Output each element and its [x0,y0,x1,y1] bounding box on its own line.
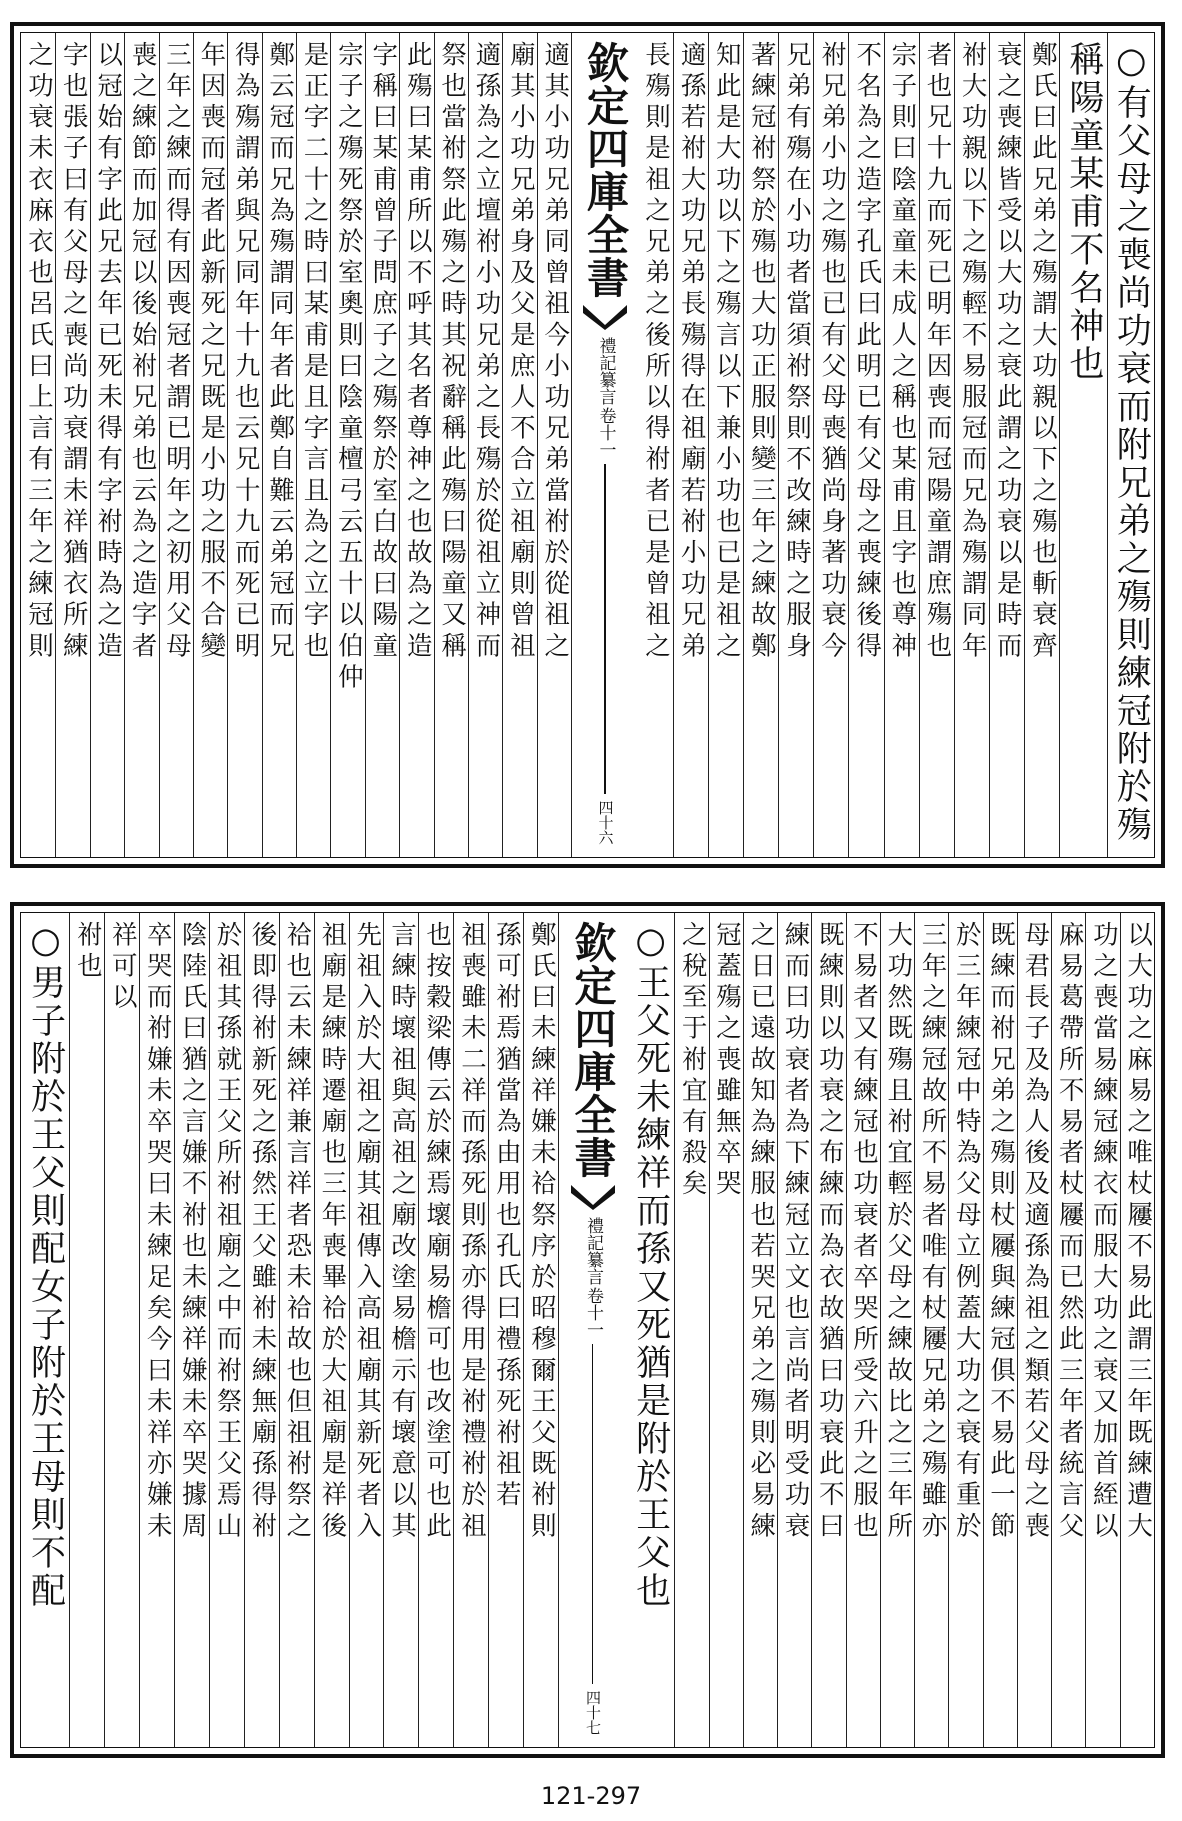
bottom-left-column [523,913,558,1747]
column-text: 三年之練而得有因喪冠者謂已明年之初用父母 [161,41,192,663]
bottom-right-column [914,913,948,1747]
column-text: 廟其小功兄弟身及父是庶人不合立祖廟則曾祖 [505,41,536,663]
bottom-right-column [1085,913,1119,1747]
top-left-column [399,33,433,857]
bottom-left-column [383,913,418,1747]
column-text: 鄭云冠而兄為殤謂同年者此鄭自難云弟冠而兄 [265,41,296,663]
top-left-column [159,33,193,857]
top-page [10,22,1165,868]
column-text: 於祖其孫就王父所祔祖廟之中而祔祭王父焉山 [212,921,243,1543]
top-left-column [330,33,364,857]
top-left-column [193,33,227,857]
column-text: 之功衰未衣麻衣也呂氏曰上言有三年之練冠則 [23,41,54,663]
column-text: 此殤曰某甫所以不呼其名者尊神之也故為之造 [402,41,433,663]
column-text: 之日已遠故知為練服也若哭兄弟之殤則必易練 [746,921,777,1543]
bottom-book-title: 欽定四庫全書 [568,921,618,1179]
column-text: 著練冠祔祭於殤也大功正服則變三年之練故鄭 [746,41,777,663]
bottom-right-column [709,913,743,1747]
column-text: 之稅至于祔宜有殺矣 [677,921,708,1201]
column-text: 祥可以 [107,921,138,1015]
bottom-left-column [209,913,244,1747]
column-text: 陰陸氏曰猶之言嫌不祔也未練祥嫌未卒哭據周 [177,921,208,1543]
bottom-right-column [1120,913,1154,1747]
top-right-column [778,33,813,857]
bottom-right-column [1017,913,1051,1747]
top-left-column [434,33,468,857]
top-left-column [90,33,124,857]
column-text: 適其小功兄弟同曾祖今小功兄弟當祔於從祖之 [540,41,571,663]
column-text: 稱陽童某甫不名神也 [1063,41,1104,383]
column-text: 也按穀梁傳云於練焉壞廟易檐可也改塗可也此 [422,921,453,1543]
top-left-column [468,33,502,857]
top-left-column [227,33,261,857]
bottom-right-column [983,913,1017,1747]
column-text: 鄭氏曰此兄弟之殤謂大功親以下之殤也斬衰齊 [1027,41,1058,663]
top-right-column [884,33,919,857]
top-left-column [262,33,296,857]
bottom-right-column [811,913,845,1747]
top-page-frame [20,32,1155,858]
top-page-columns [21,33,1154,857]
bottom-left-column [314,913,349,1747]
top-book-title: 欽定四庫全書 [580,41,630,299]
bottom-right-column [777,913,811,1747]
column-text: 既練而祔兄弟之殤則杖屨與練冠俱不易此一節 [986,921,1017,1543]
column-text: 以冠始有字此兄去年已死未得有字祔時為之造 [93,41,124,663]
column-text: 後即得祔新死之孫然王父雖祔未練無廟孫得祔 [247,921,278,1543]
bottom-center-rule [592,1344,594,1684]
bottom-volume: 卷十一 [583,1287,604,1338]
column-text: 兄弟有殤在小功者當須祔祭則不改練時之服身 [781,41,812,663]
bottom-right-column [743,913,777,1747]
top-left-column [365,33,399,857]
top-folio: 四十六 [596,800,615,845]
bottom-left-column [244,913,279,1747]
column-text: 適孫若祔大功兄弟長殤得在祖廟若祔小功兄弟 [676,41,707,663]
column-text: ○王父死未練祥而孫又死猶是附於王父也 [630,921,671,1610]
bottom-right-column [1051,913,1085,1747]
bottom-left-column [349,913,384,1747]
column-text: 祫也云未練祥兼言祥者恐未祫故也但祖祔祭之 [282,921,313,1543]
bottom-left-column [453,913,488,1747]
bottom-left-column [174,913,209,1747]
bottom-right-column [626,913,674,1747]
bottom-right-column [846,913,880,1747]
bottom-left-column [418,913,453,1747]
column-text: 孫可祔焉猶當為由用也孔氏曰禮孫死祔祖若 [491,921,522,1512]
top-right-column [954,33,989,857]
bottom-page-columns [21,913,1154,1747]
column-text: 適孫為之立壇祔小功兄弟之長殤於從祖立神而 [471,41,502,663]
column-text: 祖廟是練時遷廟也三年喪畢祫於大祖廟是祥後 [317,921,348,1543]
bottom-page-frame [20,912,1155,1748]
column-text: 衰之喪練皆受以大功之衰此謂之功衰以是時而 [992,41,1023,663]
top-left-column [502,33,536,857]
column-text: 宗子之殤死祭於室奧則曰陰童檀弓云五十以伯仲 [333,41,364,695]
column-text: 字也張子曰有父母之喪尚功衰謂未祥猶衣所練 [58,41,89,663]
column-text: 功之喪當易練冠練衣而服大功之衰又加首絰以 [1088,921,1119,1543]
bottom-center-column [558,913,626,1747]
top-right-column [708,33,743,857]
bottom-page [10,902,1165,1758]
column-text: ○男子附於王父則配女子附於王母則不配 [25,921,66,1610]
top-right-column [638,33,673,857]
top-volume: 卷十一 [595,407,616,458]
column-text: 以大功之麻易之唯杖屨不易此謂三年既練遭大 [1123,921,1154,1543]
column-text: 不易者又有練冠也功衰者卒哭所受六升之服也 [848,921,879,1543]
column-text: 練而曰功衰者為下練冠立文也言尚者明受功衰 [780,921,811,1543]
bottom-right-column [948,913,982,1747]
top-left-column [124,33,158,857]
column-text: 宗子則曰陰童童未成人之稱也某甫且字也尊神 [887,41,918,663]
top-right-column [813,33,848,857]
column-text: 長殤則是祖之兄弟之後所以得祔者已是曾祖之 [641,41,671,663]
top-right-column [1107,33,1154,857]
bottom-left-column [21,913,69,1747]
column-text: 祖喪雖未二祥而孫死則孫亦得用是祔禮祔於祖 [457,921,487,1543]
column-text: 麻易葛帶所不易者杖屨而已然此三年者統言父 [1054,921,1085,1543]
column-text: 大功然既殤且祔宜輕於父母之練故比之三年所 [883,921,914,1543]
top-left-column [296,33,330,857]
column-text: 不名為之造字孔氏曰此明已有父母之喪練後得 [852,41,883,663]
bottom-right-column [880,913,914,1747]
top-left-column [21,33,55,857]
top-left-column [537,33,571,857]
bottom-left-column [488,913,523,1747]
column-text: 冠蓋殤之喪雖無卒哭 [711,921,742,1201]
column-text: 祭也當祔祭此殤之時其祝辭稱此殤曰陽童又稱 [437,41,468,663]
bottom-right-column [674,913,708,1747]
column-text: 知此是大功以下之殤言以下兼小功也已是祖之 [711,41,742,663]
bottom-folio: 四十七 [584,1690,603,1735]
page-number: 121-297 [540,1782,642,1810]
fishtail-ornament-icon [569,1183,617,1211]
column-text: 祔也 [72,921,103,984]
column-text: 祔大功親以下之殤輕不易服冠而兄為殤謂同年 [957,41,988,663]
column-text: 喪之練節而加冠以後始祔兄弟也云為之造字者 [127,41,158,663]
column-text: 年因喪而冠者此新死之兄既是小功之服不合變 [196,41,227,663]
column-text: 言練時壞祖與高祖之廟改塗易檐示有壞意以其 [387,921,418,1543]
column-text: 字稱曰某甫曾子問庶子之殤祭於室白故曰陽童 [368,41,399,663]
column-text: 三年之練冠故所不易者唯有杖屨兄弟之殤雖亦 [917,921,948,1543]
bottom-left-column [279,913,314,1747]
column-text: 既練則以功衰之布練而為衣故猶曰功衰此不曰 [814,921,845,1543]
top-right-column [673,33,708,857]
column-text: 得為殤謂弟與兄同年十九也云兄十九而死已明 [230,41,261,663]
top-center-column [571,33,638,857]
top-right-column [848,33,883,857]
top-right-column [743,33,778,857]
fishtail-ornament-icon [581,303,629,331]
top-book-name: 禮記纂言 [595,337,616,405]
top-right-column [1024,33,1059,857]
column-text: 祔兄弟小功之殤也已有父母喪猶尚身著功衰今 [817,41,848,663]
column-text: 者也兄十九而死已明年因喪而冠陽童謂庶殤也 [922,41,953,663]
column-text: 是正字二十之時曰某甫是且字言且為之立字也 [299,41,330,663]
top-right-column [1059,33,1106,857]
bottom-left-column [139,913,174,1747]
bottom-left-column [69,913,104,1747]
column-text: 先祖入於大祖之廟其祖傳入高祖廟其新死者入 [352,921,383,1543]
bottom-left-column [104,913,139,1747]
column-text: 母君長子及為人後及適孫為祖之類若父母之喪 [1020,921,1051,1543]
top-right-column [989,33,1024,857]
column-text: 卒哭而祔嫌未卒哭曰未練足矣今曰未祥亦嫌未 [142,921,173,1543]
top-center-rule [604,464,606,794]
column-text: 鄭氏曰未練祥嫌未祫祭序於昭穆爾王父既祔則 [526,921,557,1543]
column-text: ○有父母之喪尚功衰而附兄弟之殤則練冠附於殤 [1111,41,1152,844]
column-text: 於三年練冠中特為父母立例蓋大功之衰有重於 [951,921,982,1543]
top-right-column [919,33,954,857]
bottom-book-name: 禮記纂言 [583,1217,604,1285]
top-left-column [55,33,89,857]
